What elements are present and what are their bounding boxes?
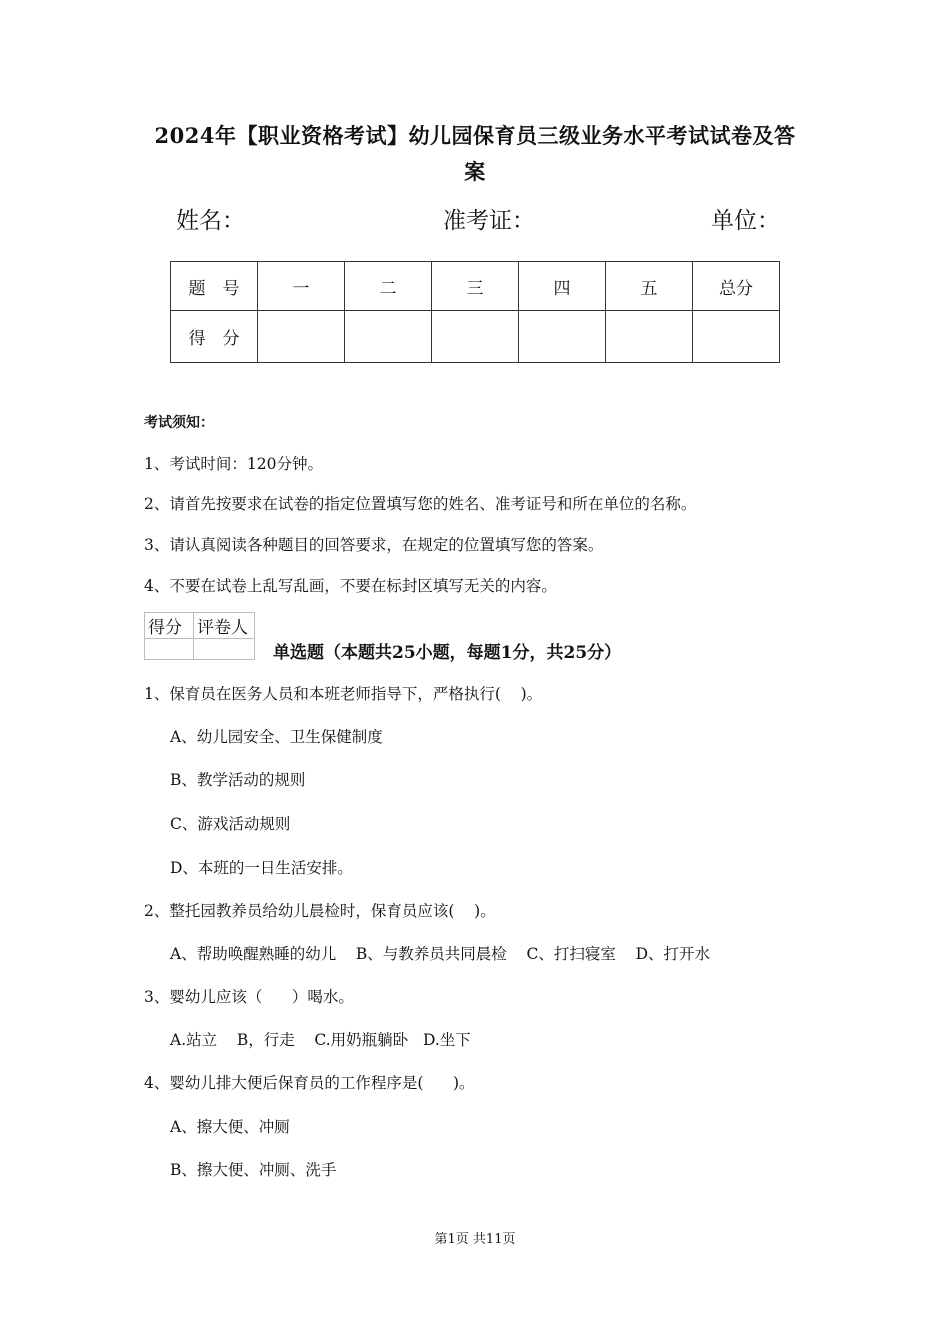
unit-label: 单位： xyxy=(711,208,780,234)
question-option: B、擦大便、冲厕、洗手 xyxy=(170,1161,337,1179)
notice-title: 考试须知： xyxy=(144,415,214,431)
question-stem: 2、整托园教养员给幼儿晨检时，保育员应该( )。 xyxy=(144,902,496,920)
score-cell[interactable] xyxy=(258,311,345,363)
score-table xyxy=(170,261,780,363)
page-footer: 第1页 共11页 xyxy=(434,1232,516,1247)
score-cell[interactable] xyxy=(519,311,606,363)
grader-name-label: 评卷人 xyxy=(194,613,255,639)
question-options-line: A、帮助唤醒熟睡的幼儿 B、与教养员共同晨检 C、打扫寝室 D、打开水 xyxy=(170,945,710,963)
grader-name-cell[interactable] xyxy=(194,639,255,660)
notice-item: 1、考试时间：120分钟。 xyxy=(144,455,323,473)
question-stem: 1、保育员在医务人员和本班老师指导下，严格执行( )。 xyxy=(144,685,543,703)
score-row-label: 得 分 xyxy=(171,311,258,363)
grader-table xyxy=(144,612,255,660)
score-cell[interactable] xyxy=(606,311,693,363)
title-line-2: 案 xyxy=(464,159,486,184)
score-table-score-row xyxy=(171,311,780,363)
exam-id-label: 准考证： xyxy=(443,208,535,234)
question-stem: 4、婴幼儿排大便后保育员的工作程序是( )。 xyxy=(144,1074,475,1092)
score-header-cell: 总分 xyxy=(693,262,780,311)
document-title xyxy=(120,118,830,190)
score-header-cell: 二 xyxy=(345,262,432,311)
score-header-cell: 三 xyxy=(432,262,519,311)
title-line-1: 2024年【职业资格考试】幼儿园保育员三级业务水平考试试卷及答 xyxy=(154,123,796,148)
question-option: C、游戏活动规则 xyxy=(170,815,291,833)
question-options-line: A.站立 B，行走 C.用奶瓶躺卧 D.坐下 xyxy=(170,1031,471,1049)
question-stem: 3、婴幼儿应该（ ）喝水。 xyxy=(144,988,354,1006)
notice-item: 3、请认真阅读各种题目的回答要求，在规定的位置填写您的答案。 xyxy=(144,536,604,554)
score-cell[interactable] xyxy=(345,311,432,363)
score-header-cell: 一 xyxy=(258,262,345,311)
grader-entry-row xyxy=(145,639,255,660)
question-option: B、教学活动的规则 xyxy=(170,771,306,789)
notice-item: 2、请首先按要求在试卷的指定位置填写您的姓名、准考证号和所在单位的名称。 xyxy=(144,495,697,513)
question-option: A、幼儿园安全、卫生保健制度 xyxy=(170,728,383,746)
section-title: 单选题（本题共25小题，每题1分，共25分） xyxy=(273,643,622,663)
notice-item: 4、不要在试卷上乱写乱画，不要在标封区填写无关的内容。 xyxy=(144,577,557,595)
name-label: 姓名： xyxy=(176,208,245,234)
grader-score-cell[interactable] xyxy=(145,639,194,660)
score-cell[interactable] xyxy=(693,311,780,363)
grader-header-row xyxy=(145,613,255,639)
grader-score-label: 得分 xyxy=(145,613,194,639)
score-table-header-row xyxy=(171,262,780,311)
question-option: A、擦大便、冲厕 xyxy=(170,1118,290,1136)
question-option: D、本班的一日生活安排。 xyxy=(170,859,353,877)
score-header-cell: 四 xyxy=(519,262,606,311)
score-header-cell: 题 号 xyxy=(171,262,258,311)
score-header-cell: 五 xyxy=(606,262,693,311)
score-cell[interactable] xyxy=(432,311,519,363)
